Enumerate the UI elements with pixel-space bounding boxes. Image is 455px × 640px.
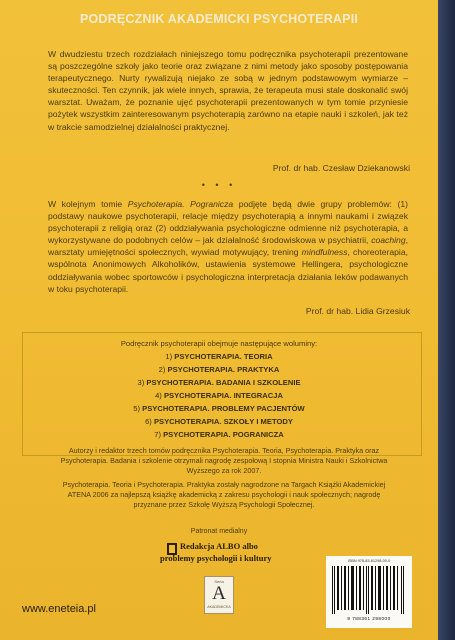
endorsement-paragraph-2: W kolejnym tomie Psychoterapia. Pogranicza podjęte będą dwie grupy problemów: (1) podstawy naukowe psychoterapii, relacje między psychoterapią a innymi naukami i związek psychoterapii z religią oraz (2) oddziaływania psychologiczne odmienne niż psychoterapia, a wykorzystywane do podobnych celów – jak działalność środowiskowa w psychiatrii, coaching, warsztaty umiejętności społecznych, wywiad motywujący, trening mindfulness, choreoterapia, wspólnota Anonimowych Alkoholików, ustawienia systemowe Hellingera, psychologiczne oddziaływania wobec sportowców i psychologiczna interpretacja działania leków podawanych w toku psychoterapii. (48, 199, 409, 294)
award-note-2: Psychoterapia. Teoria i Psychoterapia. Praktyka zostały nagrodzone na Targach Książki Akademickiej ATENA 2006 za najlepszą książkę akademicką z zakresu psychologii i nauk społecznych; nagrodę przyznane przez Szkołę Wyższą Psychologii Społecznej. (62, 480, 386, 509)
endorsement-paragraph-1: W dwudziestu trzech rozdziałach niniejszego tomu podręcznika psychoterapii prezentowane są poszczególne szkoły jako teorie oraz związane z nimi metody jako sposoby postępowania terapeutycznego. Nurty rywalizują niejako ze sobą w jednym podstawowym wymiarze – skuteczności. Ten czynnik, jak wiele innych, sprawia, że terapeuta musi stale doskonalić swój warsztat. Uważam, że poznanie ujęć psychoterapii prezentowanych w tym tomie przyniesie pożytek wszystkim zainteresowanym psychoterapią zarówno na etapie nauki i szkoleń, jak też w trakcie samodzielnej działalności praktycznej. (48, 49, 408, 132)
media-patron-subtitle: problemy psychologii i kultury (160, 553, 272, 563)
award-note-1: Autorzy i redaktor trzech tomów podręcznika Psychoterapia. Teoria, Psychoterapia. Praktyka oraz Psychoterapia. Badania i szkolenie otrzymali nagrodę zespołową I stopnia Ministra Nauki i Szkolnictwa Wyższego za rok 2007. (60, 446, 388, 475)
book-spine-edge (438, 0, 455, 640)
series-volume-1: 1) PSYCHOTERAPIA. TEORIA (165, 352, 273, 361)
series-volume-5: 5) PSYCHOTERAPIA. PROBLEMY PACJENTÓW (133, 404, 305, 413)
isbn-barcode (326, 556, 412, 628)
isbn-number: ISBN 978-83-61298-00-0 (347, 559, 391, 563)
endorsement-signature-2: Prof. dr hab. Lidia Grzesiuk (305, 306, 410, 316)
section-divider: • • • (201, 180, 237, 190)
series-intro: Podręcznik psychoterapii obejmuje następujące woluminy: (120, 339, 318, 348)
barcode-icon (331, 566, 407, 614)
publisher-website: www.eneteia.pl (22, 603, 96, 615)
endorsement-signature-1: Prof. dr hab. Czesław Dziekanowski (272, 163, 410, 173)
media-patron-label: Patronat medialny (190, 528, 248, 535)
series-akademicka-badge: Seria A AKADEMICKA (204, 576, 234, 614)
series-volume-3: 3) PSYCHOTERAPIA. BADANIA I SZKOLENIE (137, 378, 301, 387)
series-volume-6: 6) PSYCHOTERAPIA. SZKOŁY I METODY (145, 417, 293, 426)
barcode-number: 9 788361 298000 (347, 616, 391, 621)
series-volume-4: 4) PSYCHOTERAPIA. INTEGRACJA (155, 391, 283, 400)
series-volume-2: 2) PSYCHOTERAPIA. PRAKTYKA (158, 365, 280, 374)
series-volume-7: 7) PSYCHOTERAPIA. POGRANICZA (154, 430, 284, 439)
cover-title: PODRĘCZNIK AKADEMICKI PSYCHOTERAPII (79, 12, 359, 26)
media-patron-name: Redakcja ALBO albo (180, 541, 258, 551)
